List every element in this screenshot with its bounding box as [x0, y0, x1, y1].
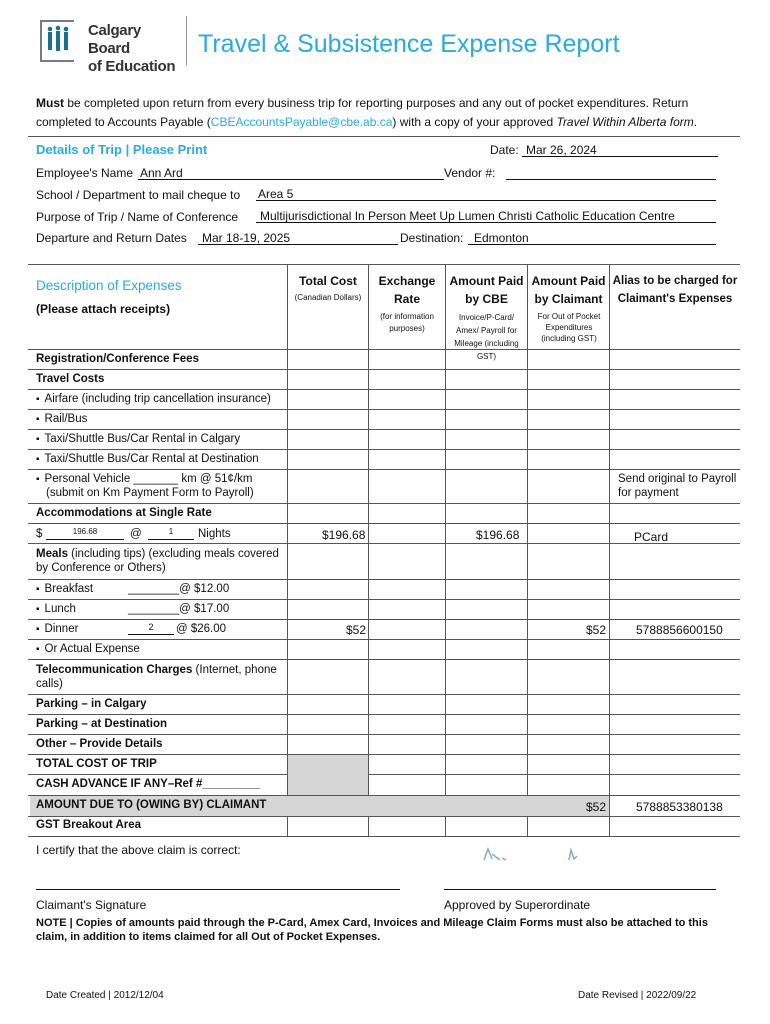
vehicle-alias-line1: Send original to Payroll: [618, 473, 737, 485]
purpose-field[interactable]: [256, 207, 716, 223]
row-line: [28, 734, 740, 735]
accom-at: @: [130, 528, 142, 540]
departure-value: Mar 18-19, 2025: [202, 231, 291, 245]
row-breakfast: ▪ Breakfast: [36, 583, 93, 595]
col-cbe-sub: Invoice/P-Card/ Amex/ Payroll for Mileage (including GST): [454, 313, 519, 361]
trip-section-title: Details of Trip | Please Print: [36, 142, 208, 157]
trip-top-line: [28, 136, 740, 137]
intro-text3: .: [693, 115, 698, 129]
vendor-field[interactable]: [506, 164, 716, 180]
row-dinner: ▪ Dinner: [36, 623, 78, 635]
row-line: [28, 449, 740, 450]
row-line: [28, 523, 740, 524]
row-accommodations: Accommodations at Single Rate: [36, 507, 212, 519]
col-cbe-header1: Amount Paid: [449, 274, 524, 288]
date-field[interactable]: [522, 141, 718, 157]
total-shade: [288, 755, 368, 795]
claimant-signature-label: Claimant's Signature: [36, 898, 147, 912]
row-line: [28, 429, 740, 430]
vehicle-alias-line2: for payment: [618, 487, 679, 499]
row-line: [28, 774, 740, 775]
approver-signature-mark-icon: [566, 846, 580, 862]
destination-label: Destination:: [400, 231, 464, 245]
accom-total-cost: $196.68: [322, 528, 366, 542]
row-other: Other – Provide Details: [36, 738, 163, 750]
approver-label: Approved by Superordinate: [444, 898, 591, 912]
people-figures-icon: [44, 24, 72, 56]
row-total-cost: TOTAL COST OF TRIP: [36, 758, 157, 770]
col-exchange-header2: Rate: [393, 292, 420, 306]
col-claimant-header2: by Claimant: [534, 292, 603, 306]
accom-alias: PCard: [634, 530, 669, 544]
row-travel-costs: Travel Costs: [36, 373, 105, 385]
row-meals: [36, 548, 279, 560]
row-line: [28, 639, 740, 640]
accom-dollar: $: [36, 528, 43, 540]
row-taxi-calgary: ▪ Taxi/Shuttle Bus/Car Rental in Calgary: [36, 433, 240, 445]
cbe-logo: [36, 16, 186, 75]
col-alias-header2: Claimant's Expenses: [617, 293, 733, 305]
intro-must: Must: [36, 96, 64, 110]
school-label: School / Department to mail cheque to: [36, 188, 241, 202]
title-separator: [186, 16, 187, 66]
intro-paragraph: [36, 94, 736, 132]
row-registration: Registration/Conference Fees: [36, 353, 199, 365]
row-cash-advance: CASH ADVANCE IF ANY–Ref #_________: [36, 778, 260, 790]
row-vehicle: ▪ Personal Vehicle _______ km @ 51¢/km: [36, 473, 252, 485]
vendor-label: Vendor #:: [444, 166, 496, 180]
departure-label: Departure and Return Dates: [36, 231, 187, 245]
row-rail: ▪ Rail/Bus: [36, 413, 87, 425]
telecom-bold: Telecommunication Charges: [36, 664, 193, 676]
row-line: [28, 816, 740, 817]
meals-bold: Meals: [36, 548, 68, 560]
row-amount-due: AMOUNT DUE TO (OWING BY) CLAIMANT: [36, 799, 267, 811]
row-line: [28, 599, 740, 600]
departure-field[interactable]: [198, 229, 398, 245]
col-total-header: Total Cost: [299, 274, 357, 288]
col-total-sub: (Canadian Dollars): [294, 293, 362, 302]
row-line: [28, 619, 740, 620]
purpose-label: Purpose of Trip / Name of Conference: [36, 210, 239, 224]
intro-text1: be completed upon return from every business trip for reporting purposes and any out of pocket expenditures. Return completed to Accounts Payable (: [36, 96, 689, 129]
row-lunch: ▪ Lunch: [36, 603, 76, 615]
col-claimant-header1: Amount Paid: [531, 274, 606, 288]
dinner-claimant-amount: $52: [586, 623, 607, 637]
breakfast-rate: ________@ $12.00: [128, 583, 230, 595]
date-value: Mar 26, 2024: [526, 143, 597, 157]
accounts-payable-email-link[interactable]: CBEAccountsPayable@cbe.ab.ca: [210, 115, 393, 129]
dinner-count-field[interactable]: 2: [128, 622, 174, 635]
certify-text: I certify that the above claim is correct:: [36, 843, 241, 857]
row-line: [28, 836, 740, 837]
approver-signature-line[interactable]: [444, 889, 716, 890]
row-telecom-line2: calls): [36, 678, 63, 690]
school-field[interactable]: [256, 185, 716, 201]
employee-name-field[interactable]: [138, 164, 444, 180]
telecom-rest1: (Internet, phone: [192, 664, 277, 676]
col-alias-header1: Alias to be charged for: [612, 275, 738, 287]
date-revised: Date Revised | 2022/09/22: [578, 990, 697, 1001]
expenses-subtitle: (Please attach receipts): [36, 302, 171, 316]
col-exchange-sub: (for information purposes): [380, 312, 434, 333]
row-vehicle-note: (submit on Km Payment Form to Payroll): [46, 487, 254, 499]
col-cbe-header2: by CBE: [465, 292, 508, 306]
date-label: Date:: [490, 143, 519, 157]
row-line: [28, 659, 740, 660]
school-value: Area 5: [258, 187, 294, 201]
expenses-title: Description of Expenses: [36, 278, 182, 293]
employee-value: Ann Ard: [140, 166, 183, 180]
row-meals-line2: by Conference or Others): [36, 562, 166, 574]
amount-due-alias: 5788853380138: [636, 800, 723, 814]
row-line: [28, 754, 740, 755]
row-line: [28, 389, 740, 390]
logo-line1: Calgary Board: [88, 22, 141, 57]
row-actual-expense: ▪ Or Actual Expense: [36, 643, 140, 655]
employee-label: Employee's Name: [36, 166, 133, 180]
accom-cbe-amount: $196.68: [476, 528, 520, 542]
row-line: [28, 369, 740, 370]
row-line: [28, 469, 740, 470]
lunch-rate: ________@ $17.00: [128, 603, 230, 615]
col-exchange-header1: Exchange: [378, 274, 436, 288]
row-line: [28, 714, 740, 715]
amount-due-claimant: $52: [586, 800, 607, 814]
dinner-alias: 5788856600150: [636, 623, 723, 637]
table-top-line: [28, 264, 740, 265]
date-created: Date Created | 2012/12/04: [46, 990, 164, 1001]
row-parking-calgary: Parking – in Calgary: [36, 698, 147, 710]
row-parking-destination: Parking – at Destination: [36, 718, 168, 730]
accom-nights-field[interactable]: 1: [148, 527, 194, 540]
accom-nights-label: Nights: [198, 528, 231, 540]
logo-line2: of Education: [88, 58, 176, 75]
note-text: NOTE | Copies of amounts paid through the P-Card, Amex Card, Invoices and Mileage Claim Forms must also be attached to this claim, in addition to items claimed for all Out of Pocket Expenses.: [36, 917, 708, 943]
meals-rest1: (including tips) (excluding meals covered: [67, 548, 279, 560]
row-line: [28, 694, 740, 695]
accom-rate-field[interactable]: 196.68: [46, 527, 124, 540]
row-taxi-destination: ▪ Taxi/Shuttle Bus/Car Rental at Destination: [36, 453, 259, 465]
dinner-total-cost: $52: [346, 623, 367, 637]
row-line: [28, 503, 740, 504]
purpose-value: Multijurisdictional In Person Meet Up Lumen Christi Catholic Education Centre: [260, 209, 675, 223]
row-telecom: [36, 664, 277, 676]
col-claimant-sub: For Out of Pocket Expenditures (including GST): [537, 312, 601, 343]
row-line: [28, 579, 740, 580]
destination-field[interactable]: [468, 229, 716, 245]
intro-form-name: Travel Within Alberta form: [556, 115, 694, 129]
dinner-rate: @ $26.00: [176, 623, 227, 635]
page-title: Travel & Subsistence Expense Report: [198, 30, 620, 58]
header-bottom-line: [28, 349, 740, 350]
claimant-signature-line[interactable]: [36, 889, 400, 890]
destination-value: Edmonton: [474, 231, 529, 245]
intro-text2: ) with a copy of your approved: [392, 115, 557, 129]
row-gst-breakout: GST Breakout Area: [36, 819, 142, 831]
row-airfare: ▪ Airfare (including trip cancellation insurance): [36, 393, 271, 405]
row-line: [28, 409, 740, 410]
claimant-signature-mark-icon: [482, 846, 510, 862]
